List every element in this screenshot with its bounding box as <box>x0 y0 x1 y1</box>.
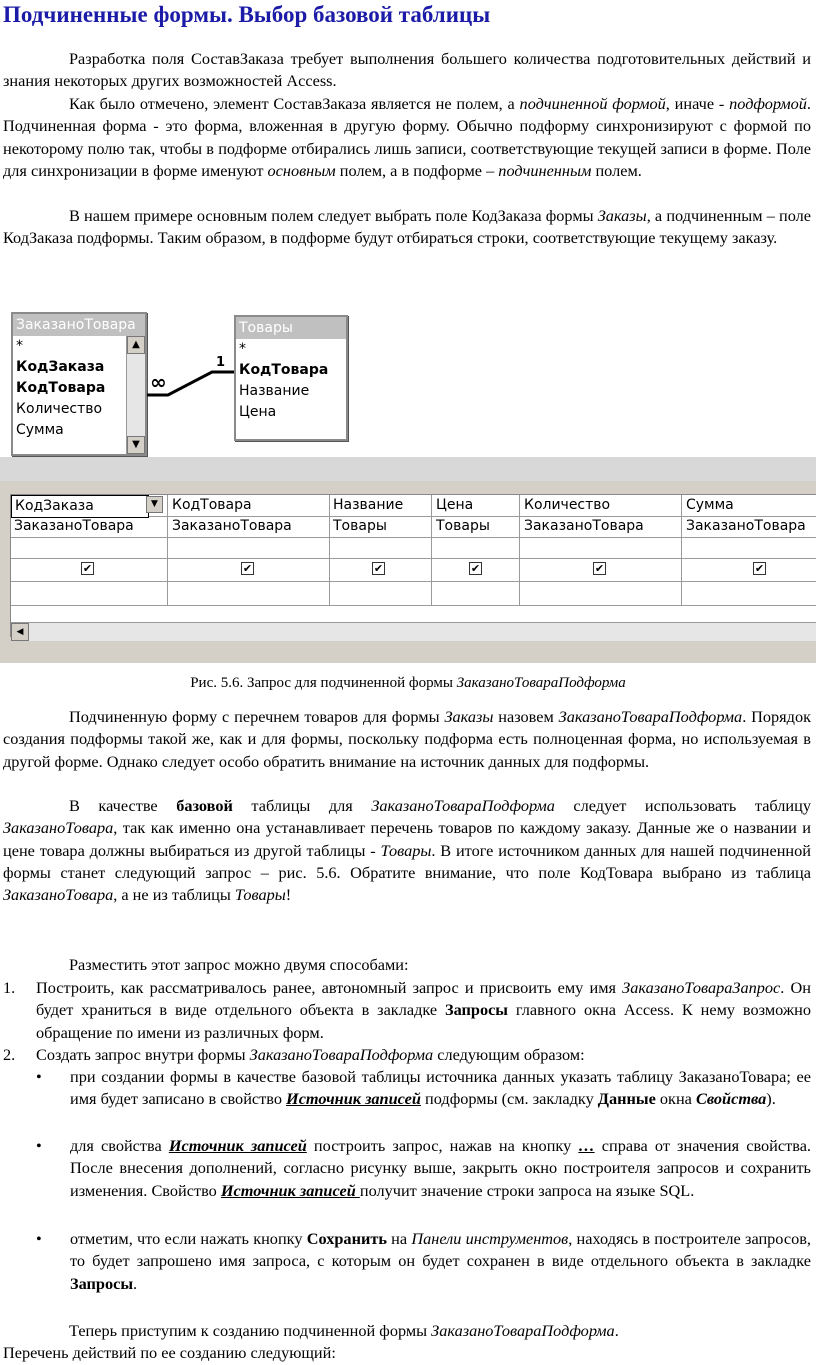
paragraph-next-step: Теперь приступим к созданию подчиненной формы ЗаказаноТовараПодформа. <box>69 1321 619 1340</box>
page-title: Подчиненные формы. Выбор базовой таблицы <box>3 2 491 27</box>
field-item[interactable]: КодЗаказа <box>16 359 105 375</box>
show-checkbox[interactable]: ✔ <box>594 562 605 575</box>
bullet-icon: • <box>36 1067 42 1086</box>
grid-column[interactable] <box>433 495 520 605</box>
field-item[interactable]: Сумма <box>16 422 64 438</box>
scroll-left-icon[interactable]: ◀ <box>11 623 29 641</box>
show-checkbox[interactable]: ✔ <box>470 562 481 575</box>
list-item-text: Построить, как рассматривалось ранее, автономный запрос и присвоить ему имя ЗаказаноТовараЗапрос. Он будет храниться в виде отдельного объекта в закладке Запросы главного окна Access. К нему возможно обращение по имени из различных форм. <box>36 978 811 1042</box>
field-item[interactable]: КодТовара <box>16 380 106 396</box>
paragraph-base-table: В качестве базовой таблицы для ЗаказаноТовараПодформа следует использовать таблицу ЗаказаноТовара, так как именно она устанавливает перечень товаров по каждому заказу. Данные же о названии и цене товара должны выбираться из другой таблицы - Товары. В итоге источником данных для нашей подчиненной формы станет следующий запрос – рис. 5.6. Обратите внимание, что поле КодТовара выбрано из таблица ЗаказаноТовара, а не из таблицы Товары! <box>3 796 811 905</box>
table-cell[interactable]: ЗаказаноТовара <box>524 518 644 534</box>
show-checkbox[interactable]: ✔ <box>82 562 93 575</box>
grid-column[interactable] <box>11 495 168 605</box>
many-side-label: ∞ <box>150 370 167 394</box>
design-grid <box>10 494 816 637</box>
bullet-icon: • <box>36 1229 42 1248</box>
paragraph-example: В нашем примере основным полем следует выбрать поле КодЗаказа формы Заказы, а подчиненным – поле КодЗаказа подформы. Таким образом, в подформе будут отбираться строки, соответствующие текущему заказу. <box>3 206 812 248</box>
field-item[interactable]: * <box>16 338 23 354</box>
field-cell[interactable]: Цена <box>436 497 474 513</box>
grid-column[interactable] <box>521 495 682 605</box>
pane-splitter[interactable] <box>0 457 816 481</box>
table-cell[interactable]: Товары <box>436 518 490 534</box>
list-item-text: отметим, что если нажать кнопку Сохранить на Панели инструментов, находясь в построителе запросов, то будет запрошено имя запроса, с которым он будет сохранен в виде отдельного объекта в закладке Запросы. <box>70 1229 811 1293</box>
list-number: 2. <box>3 1045 16 1064</box>
table-pane <box>0 297 816 457</box>
table-cell[interactable]: ЗаказаноТовара <box>172 518 292 534</box>
horizontal-scrollbar[interactable] <box>11 622 816 641</box>
grid-column[interactable] <box>330 495 432 605</box>
scroll-up-icon[interactable]: ▲ <box>127 336 145 354</box>
query-designer-figure <box>0 297 816 663</box>
scroll-down-icon[interactable]: ▼ <box>127 436 145 454</box>
list-item-text: Создать запрос внутри формы ЗаказаноТовараПодформа следующим образом: <box>36 1045 585 1064</box>
field-item[interactable]: Цена <box>239 404 277 420</box>
paragraph-subform-name: Подчиненную форму с перечнем товаров для формы Заказы назовем ЗаказаноТовараПодформа. Порядок создания подформы такой же, как и для формы, поскольку подформа есть полноценная форма, но используемая в другой форме. Однако следует особо обратить внимание на источник данных для подформы. <box>3 707 811 771</box>
table-cell[interactable]: ЗаказаноТовара <box>14 518 134 534</box>
field-cell[interactable]: КодТовара <box>172 497 252 513</box>
field-cell[interactable]: КодЗаказа <box>11 495 149 518</box>
field-item[interactable]: Название <box>239 383 310 399</box>
show-checkbox[interactable]: ✔ <box>754 562 765 575</box>
field-item[interactable]: КодТовара <box>239 362 329 378</box>
bullet-icon: • <box>36 1136 42 1155</box>
table-title: Товары <box>236 317 346 339</box>
paragraph-actions-list: Перечень действий по ее созданию следующий: <box>3 1343 336 1362</box>
field-item[interactable]: * <box>239 341 246 357</box>
paragraph-subform-definition: Как было отмечено, элемент СоставЗаказа является не полем, а подчиненной формой, иначе - подформой. Подчиненная форма - это форма, вложенная в другую форму. Обычно подформу синхронизируют с формой по некоторому полю так, чтобы в подформе отбирались лишь записи, соответствующие текущей записи в форме. Поле для синхронизации в форме именуют основным полем, а в подформе – подчиненным полем. <box>3 94 811 180</box>
list-item-text: для свойства Источник записей построить запрос, нажав на кнопку … справа от значения свойства. После внесения дополнений, согласно рисунку выше, закрыть окно построителя запросов и сохранить изменения. Свойство Источник записей получит значение строки запроса на языке SQL. <box>70 1136 811 1200</box>
grid-column[interactable] <box>683 495 816 605</box>
list-number: 1. <box>3 978 16 997</box>
grid-column[interactable] <box>169 495 330 605</box>
relationship-line[interactable] <box>0 297 816 457</box>
field-cell[interactable]: Сумма <box>686 497 734 513</box>
table-title: ЗаказаноТовара <box>13 314 145 336</box>
field-cell[interactable]: Количество <box>524 497 611 513</box>
show-checkbox[interactable]: ✔ <box>373 562 384 575</box>
field-item[interactable]: Количество <box>16 401 103 417</box>
show-checkbox[interactable]: ✔ <box>242 562 253 575</box>
paragraph-intro: Разработка поля СоставЗаказа требует выполнения большего количества подготовительных действий и знания некоторых других возможностей Access. <box>3 49 811 91</box>
field-cell[interactable]: Название <box>333 497 404 513</box>
design-grid-pane <box>0 481 816 663</box>
paragraph-two-ways: Разместить этот запрос можно двумя способами: <box>69 955 409 974</box>
table-cell[interactable]: ЗаказаноТовара <box>686 518 806 534</box>
list-item-text: при создании формы в качестве базовой таблицы источника данных указать таблицу ЗаказаноТовара; ее имя будет записано в свойство Источник записей подформы (см. закладку Данные окна Свойства). <box>70 1067 811 1109</box>
figure-caption: Рис. 5.6. Запрос для подчиненной формы ЗаказаноТовараПодформа <box>190 675 626 691</box>
one-side-label: 1 <box>216 355 226 370</box>
table-cell[interactable]: Товары <box>333 518 387 534</box>
dropdown-arrow-icon[interactable]: ▼ <box>146 496 163 513</box>
